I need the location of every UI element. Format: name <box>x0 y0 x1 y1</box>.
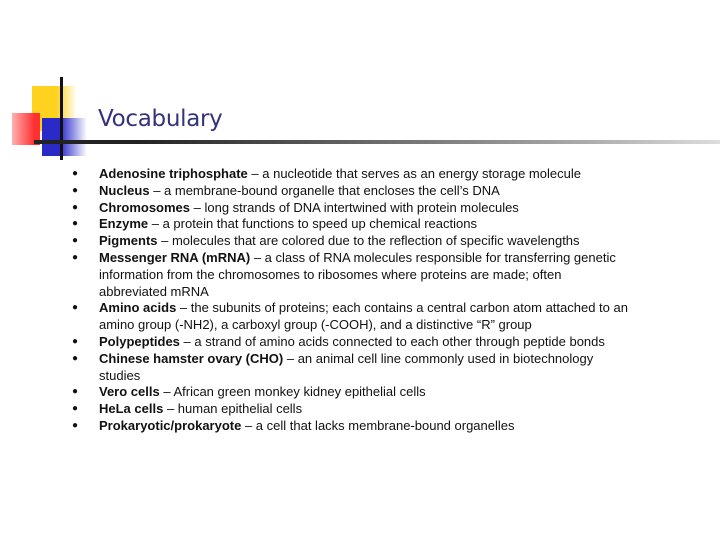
term: Chromosomes <box>99 199 191 215</box>
definition: – human epithelial cells <box>163 401 303 417</box>
definition: – an animal cell line commonly used in biotechnology studies <box>99 350 594 383</box>
term: Vero cells <box>99 384 160 400</box>
bullet-icon: ● <box>72 168 79 179</box>
term: HeLa cells <box>99 401 164 417</box>
definition: – a nucleotide that serves as an energy storage molecule <box>247 166 581 181</box>
definition: – the subunits of proteins; each contains a central carbon atom attached to an amino group (-NH2), a carboxyl group (-COOH), and a distinctive “R” group <box>99 300 628 333</box>
bullet-icon: ● <box>72 184 79 196</box>
bullet-icon: ● <box>72 235 79 247</box>
bullet-icon: ● <box>72 201 79 213</box>
list-item <box>72 334 632 351</box>
list-item <box>72 166 632 183</box>
term: Nucleus <box>99 182 150 198</box>
bullet-icon: ● <box>72 403 79 415</box>
definition: – a protein that functions to speed up chemical reactions <box>148 216 477 232</box>
list-item <box>72 300 632 334</box>
list-item <box>72 250 632 300</box>
decor-vertical-line <box>60 77 63 160</box>
bullet-icon: ● <box>72 335 79 347</box>
list-item <box>72 233 632 250</box>
bullet-icon: ● <box>72 386 79 398</box>
list-item <box>72 401 632 418</box>
definition: – long strands of DNA intertwined with protein molecules <box>190 199 519 215</box>
definition: – a class of RNA molecules responsible for transferring genetic information from the chromosomes to ribosomes where proteins are made; often abbreviated mRNA <box>99 249 616 299</box>
definition: – a cell that lacks membrane-bound organelles <box>241 417 515 433</box>
list-item <box>72 384 632 401</box>
list-item <box>72 200 632 217</box>
bullet-icon: ● <box>72 352 79 364</box>
definition: – a strand of amino acids connected to each other through peptide bonds <box>179 333 605 349</box>
slide-title: Vocabulary <box>98 106 223 132</box>
title-underline <box>34 140 720 144</box>
term: Pigments <box>99 233 158 249</box>
list-item <box>72 351 632 385</box>
list-item <box>72 216 632 233</box>
vocabulary-list <box>72 166 632 435</box>
definition: – molecules that are colored due to the reflection of specific wavelengths <box>157 233 580 249</box>
term: Messenger RNA (mRNA) <box>99 249 251 265</box>
decor-blue-square <box>42 118 87 156</box>
term: Enzyme <box>99 216 149 232</box>
list-item <box>72 418 632 435</box>
definition: – a membrane-bound organelle that encloses the cell’s DNA <box>149 182 500 198</box>
bullet-icon: ● <box>72 419 79 431</box>
term: Prokaryotic/prokaryote <box>99 417 242 433</box>
bullet-icon: ● <box>72 251 79 263</box>
definition: – African green monkey kidney epithelial cells <box>159 384 426 400</box>
bullet-icon: ● <box>72 302 79 314</box>
term: Amino acids <box>99 300 177 316</box>
term: Adenosine triphosphate <box>99 166 248 181</box>
bullet-icon: ● <box>72 218 79 230</box>
term: Chinese hamster ovary (CHO) <box>99 350 284 366</box>
list-item <box>72 183 632 200</box>
term: Polypeptides <box>99 333 180 349</box>
